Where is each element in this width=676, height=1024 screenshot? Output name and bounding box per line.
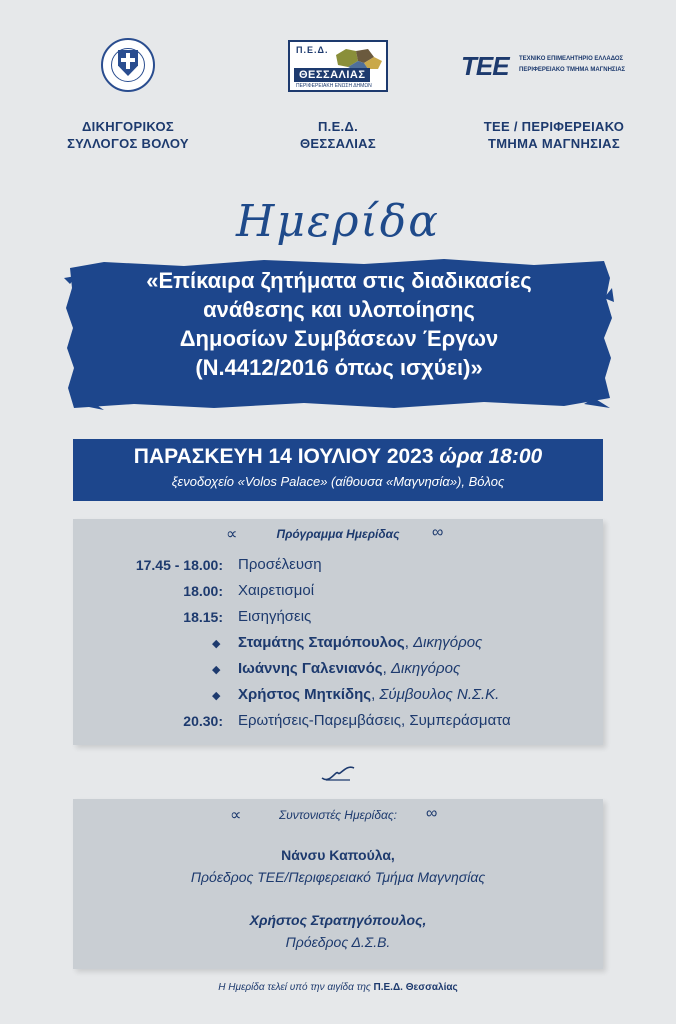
schedule-item: Ερωτήσεις-Παρεμβάσεις, Συμπεράσματα <box>238 712 511 729</box>
org-line1: ΔΙΚΗΓΟΡΙΚΟΣ <box>82 119 174 134</box>
schedule-item: Εισηγήσεις <box>238 608 312 625</box>
diamond-bullet-icon: ◆ <box>212 664 221 676</box>
org-tee <box>464 118 644 152</box>
ornament-right-icon: ∞ <box>426 805 438 822</box>
speaker-entry: Ιωάννης Γαλενιανός, Δικηγόρος <box>238 660 461 677</box>
schedule-time: 17.45 - 18.00: <box>135 557 223 573</box>
speaker-role: Δικηγόρος <box>413 634 483 651</box>
schedule-time: 18.00: <box>183 583 223 599</box>
ornament-right-icon: ∞ <box>432 524 444 541</box>
schedule-time: 18.15: <box>183 609 223 625</box>
org-line1: ΤΕΕ / ΠΕΡΙΦΕΡΕΙΑΚΟ <box>483 119 625 134</box>
footer-note <box>0 982 676 993</box>
org-dikigorikos <box>48 118 208 152</box>
diamond-bullet-icon: ◆ <box>212 690 221 702</box>
schedule-item: Χαιρετισμοί <box>238 582 315 599</box>
org-line2: ΣΥΛΛΟΓΟΣ ΒΟΛΟΥ <box>67 136 189 151</box>
program-heading: Πρόγραμμα Ημερίδας <box>276 527 400 541</box>
greek-seal-logo <box>101 38 155 92</box>
subject-line: «Επίκαιρα ζητήματα στις διαδικασίες <box>146 268 532 293</box>
tee-logo <box>461 52 637 80</box>
ped-thessalias-logo <box>288 40 388 92</box>
subject-line: ανάθεσης και υλοποίησης <box>203 297 475 322</box>
speaker-role: Σύμβουλος Ν.Σ.Κ. <box>379 686 500 703</box>
schedule-time: 20.30: <box>183 713 223 729</box>
ornament-left-icon: ∝ <box>226 526 238 543</box>
coordinators-heading: Συντονιστές Ημερίδας: <box>278 808 398 822</box>
flourish-divider-icon <box>0 762 676 790</box>
diamond-bullet-icon: ◆ <box>212 638 221 650</box>
speaker-entry: Χρήστος Μητκίδης, Σύμβουλος Ν.Σ.Κ. <box>238 686 500 703</box>
ornament-left-icon: ∝ <box>230 807 242 824</box>
tee-logo-line2: ΠΕΡΙΦΕΡΕΙΑΚΟ ΤΜΗΜΑ ΜΑΓΝΗΣΙΑΣ <box>519 67 626 73</box>
ped-abbrev: Π.Ε.Δ. <box>296 45 329 55</box>
speaker-entry: Σταμάτης Σταμόπουλος, Δικηγόρος <box>238 634 483 651</box>
footer-prefix: Η Ημερίδα τελεί υπό την αιγίδα της <box>218 982 371 993</box>
coordinator-role: Πρόεδρος Δ.Σ.Β. <box>285 934 391 950</box>
coordinator-role: Πρόεδρος ΤΕΕ/Περιφερειακό Τμήμα Μαγνησίας <box>190 869 486 885</box>
org-line2: ΘΕΣΣΑΛΙΑΣ <box>300 136 376 151</box>
event-time: ώρα 18:00 <box>439 445 543 468</box>
event-kind-title: Ημερίδα <box>236 196 440 247</box>
speaker-name: Χρήστος Μητκίδης <box>238 686 372 703</box>
coordinator-name: Χρήστος Στρατηγόπουλος, <box>249 912 427 928</box>
event-venue: ξενοδοχείο «Volos Palace» (αίθουσα «Μαγνησία»), Βόλος <box>171 474 505 489</box>
tee-logo-line1: ΤΕΧΝΙΚΟ ΕΠΙΜΕΛΗΤΗΡΙΟ ΕΛΛΑΔΟΣ <box>519 56 624 62</box>
org-line2: ΤΜΗΜΑ ΜΑΓΝΗΣΙΑΣ <box>488 136 620 151</box>
flourish-icon <box>318 762 358 784</box>
speaker-role: Δικηγόρος <box>390 660 461 677</box>
footer-org: Π.Ε.Δ. Θεσσαλίας <box>373 982 458 993</box>
subject-line: (Ν.4412/2016 όπως ισχύει)» <box>195 355 483 380</box>
schedule-item: Προσέλευση <box>238 556 322 573</box>
event-subject <box>64 266 614 382</box>
org-ped <box>258 118 418 152</box>
speaker-name: Ιωάννης Γαλενιανός <box>238 660 383 677</box>
tee-mark: ΤΕΕ <box>461 51 509 81</box>
ped-region: ΘΕΣΣΑΛΙΑΣ <box>294 68 370 82</box>
org-line1: Π.Ε.Δ. <box>317 119 359 134</box>
event-date: ΠΑΡΑΣΚΕΥΗ 14 ΙΟΥΛΙΟΥ 2023 <box>133 445 434 468</box>
ped-subtitle: ΠΕΡΙΦΕΡΕΙΑΚΗ ΕΝΩΣΗ ΔΗΜΩΝ <box>296 83 372 89</box>
subject-line: Δημοσίων Συμβάσεων Έργων <box>179 326 499 351</box>
coordinator-name: Νάνσυ Καπούλα, <box>281 847 395 863</box>
speaker-name: Σταμάτης Σταμόπουλος <box>238 634 405 651</box>
event-date-line <box>73 445 603 469</box>
